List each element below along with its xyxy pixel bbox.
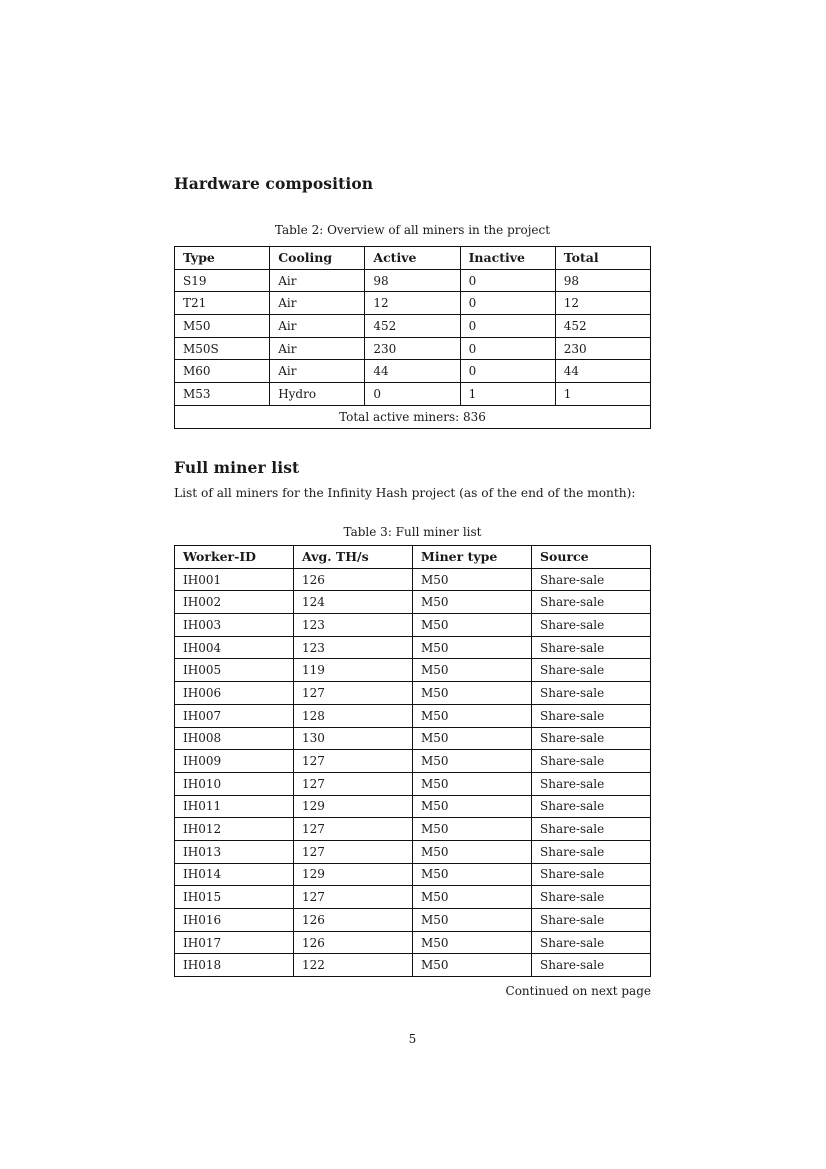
table-cell: Air [270, 360, 365, 383]
table-cell: Share-sale [532, 568, 651, 591]
table-cell: 127 [294, 818, 413, 841]
hardware-composition-heading: Hardware composition [174, 174, 374, 193]
table-cell: M50 [413, 795, 532, 818]
table-cell: 127 [294, 840, 413, 863]
table-cell: 0 [460, 315, 555, 338]
table-cell: Share-sale [532, 886, 651, 909]
table-cell: IH005 [175, 659, 294, 682]
table-cell: M50 [413, 818, 532, 841]
table-row [175, 704, 651, 727]
table-cell: Share-sale [532, 954, 651, 977]
table-cell: M50 [413, 840, 532, 863]
table-cell: 12 [555, 292, 650, 315]
table-cell: Share-sale [532, 772, 651, 795]
table-cell: 1 [460, 383, 555, 406]
table-row [175, 292, 651, 315]
hardware-overview-table [174, 246, 651, 429]
column-header: Inactive [460, 247, 555, 270]
table-row [175, 614, 651, 637]
table-cell: IH012 [175, 818, 294, 841]
table-3-caption: Table 3: Full miner list [343, 525, 482, 539]
table-row [175, 772, 651, 795]
table-cell: 119 [294, 659, 413, 682]
table-cell: IH002 [175, 591, 294, 614]
table-cell: Share-sale [532, 614, 651, 637]
table-row [175, 750, 651, 773]
miner-list-intro: List of all miners for the Infinity Hash project (as of the end of the month): [174, 486, 636, 500]
table-row [175, 682, 651, 705]
table-cell: M50 [413, 886, 532, 909]
table-cell: M50 [413, 727, 532, 750]
table-row [175, 360, 651, 383]
table-cell: M50 [413, 954, 532, 977]
full-miner-list-table [174, 545, 651, 977]
table-row [175, 840, 651, 863]
table-cell: 129 [294, 795, 413, 818]
table-row [175, 727, 651, 750]
table-cell: 44 [555, 360, 650, 383]
table-cell: Air [270, 269, 365, 292]
table-row [175, 383, 651, 406]
table-cell: IH017 [175, 931, 294, 954]
table-cell: M50 [413, 909, 532, 932]
table-cell: Share-sale [532, 659, 651, 682]
table-cell: Share-sale [532, 840, 651, 863]
column-header: Source [532, 546, 651, 569]
table-cell: Air [270, 315, 365, 338]
table-cell: S19 [175, 269, 270, 292]
table-row [175, 863, 651, 886]
table-cell: M50 [413, 931, 532, 954]
table-row [175, 909, 651, 932]
table-2-caption: Table 2: Overview of all miners in the project [274, 223, 551, 237]
table-cell: 126 [294, 909, 413, 932]
column-header: Total [555, 247, 650, 270]
column-header: Avg. TH/s [294, 546, 413, 569]
table-cell: 127 [294, 772, 413, 795]
table-cell: M50 [413, 863, 532, 886]
table-cell: M50 [413, 614, 532, 637]
table-cell: 122 [294, 954, 413, 977]
table-cell: 98 [365, 269, 460, 292]
table-cell: Share-sale [532, 909, 651, 932]
table-cell: M50 [413, 568, 532, 591]
table-cell: Share-sale [532, 682, 651, 705]
table-cell: Share-sale [532, 704, 651, 727]
table-cell: IH001 [175, 568, 294, 591]
table-cell: 452 [555, 315, 650, 338]
table-row [175, 591, 651, 614]
table-cell: M53 [175, 383, 270, 406]
table-row [175, 568, 651, 591]
table-row [175, 954, 651, 977]
continued-note: Continued on next page [505, 984, 651, 998]
table-header-row [175, 546, 651, 569]
table-cell: IH003 [175, 614, 294, 637]
table-cell: 452 [365, 315, 460, 338]
table-row [175, 795, 651, 818]
column-header: Type [175, 247, 270, 270]
table-cell: IH010 [175, 772, 294, 795]
table-cell: 127 [294, 750, 413, 773]
table-cell: Share-sale [532, 931, 651, 954]
table-cell: 98 [555, 269, 650, 292]
table-cell: IH004 [175, 636, 294, 659]
table-cell: M50 [413, 704, 532, 727]
table-cell: 127 [294, 886, 413, 909]
table-cell: Hydro [270, 383, 365, 406]
table-cell: 1 [555, 383, 650, 406]
table-row [175, 659, 651, 682]
table-cell: 130 [294, 727, 413, 750]
column-header: Active [365, 247, 460, 270]
table-cell: Share-sale [532, 863, 651, 886]
column-header: Worker-ID [175, 546, 294, 569]
table-cell: 126 [294, 931, 413, 954]
table-header-row [175, 247, 651, 270]
table-cell: Air [270, 292, 365, 315]
table-cell: Share-sale [532, 591, 651, 614]
column-header: Cooling [270, 247, 365, 270]
table-cell: IH008 [175, 727, 294, 750]
table-cell: 0 [365, 383, 460, 406]
table-cell: 126 [294, 568, 413, 591]
table-row [175, 931, 651, 954]
table-row [175, 886, 651, 909]
table-cell: 124 [294, 591, 413, 614]
table-cell: Share-sale [532, 750, 651, 773]
table-cell: T21 [175, 292, 270, 315]
table-cell: 123 [294, 614, 413, 637]
table-cell: IH018 [175, 954, 294, 977]
table-cell: IH016 [175, 909, 294, 932]
table-cell: M50 [413, 591, 532, 614]
table-cell: 230 [365, 337, 460, 360]
page-number: 5 [408, 1032, 417, 1046]
table-cell: IH009 [175, 750, 294, 773]
table-cell: IH006 [175, 682, 294, 705]
table-cell: Share-sale [532, 636, 651, 659]
table-cell: M50 [413, 659, 532, 682]
full-miner-list-heading: Full miner list [174, 458, 300, 477]
table-cell: M50S [175, 337, 270, 360]
table-row [175, 818, 651, 841]
table-cell: Share-sale [532, 795, 651, 818]
table-cell: M50 [413, 772, 532, 795]
table-cell: IH007 [175, 704, 294, 727]
table-cell: Air [270, 337, 365, 360]
table-row [175, 315, 651, 338]
table-cell: IH013 [175, 840, 294, 863]
table-cell: 128 [294, 704, 413, 727]
total-active-miners: Total active miners: 836 [175, 405, 651, 428]
table-cell: M50 [175, 315, 270, 338]
table-cell: 129 [294, 863, 413, 886]
table-row [175, 337, 651, 360]
table-cell: 127 [294, 682, 413, 705]
table-cell: M50 [413, 682, 532, 705]
table-footer-row [175, 405, 651, 428]
table-cell: IH011 [175, 795, 294, 818]
table-cell: 44 [365, 360, 460, 383]
table-cell: 12 [365, 292, 460, 315]
table-cell: M50 [413, 636, 532, 659]
table-cell: 123 [294, 636, 413, 659]
table-cell: 0 [460, 360, 555, 383]
table-row [175, 269, 651, 292]
table-cell: 0 [460, 269, 555, 292]
table-cell: Share-sale [532, 727, 651, 750]
table-cell: 230 [555, 337, 650, 360]
column-header: Miner type [413, 546, 532, 569]
table-cell: IH015 [175, 886, 294, 909]
table-cell: 0 [460, 337, 555, 360]
table-cell: IH014 [175, 863, 294, 886]
table-cell: M60 [175, 360, 270, 383]
table-cell: M50 [413, 750, 532, 773]
table-row [175, 636, 651, 659]
table-cell: 0 [460, 292, 555, 315]
table-cell: Share-sale [532, 818, 651, 841]
